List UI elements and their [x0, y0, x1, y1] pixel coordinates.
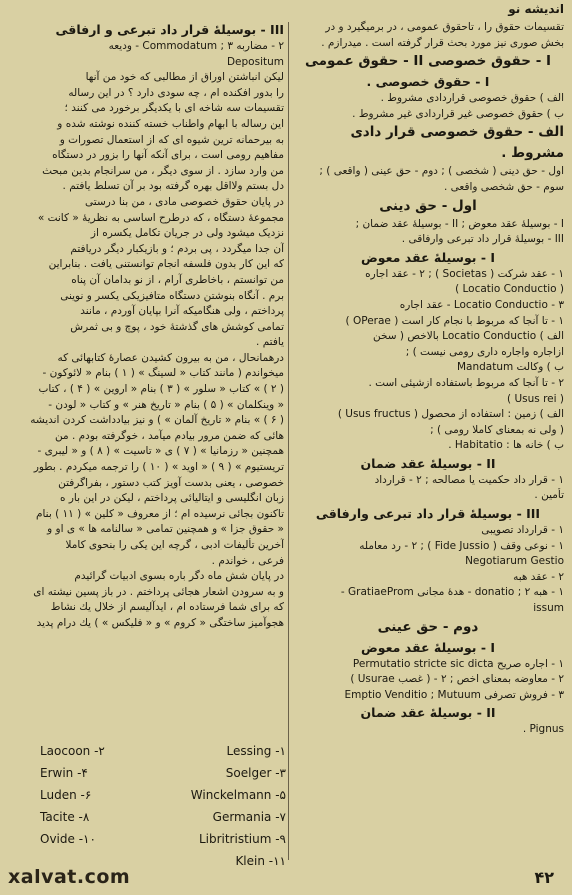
text-line: سوم - حق شخصی واقعی .: [443, 180, 564, 193]
text-line: Negotiarum Gestio: [465, 555, 564, 568]
text-line: Depositum: [226, 55, 284, 68]
text-line: ۲ - معاوضه بمعنای اخص ; ۲ - ( غصب Usurae ): [350, 673, 564, 686]
text-line: خصوصی ، یعنی بدست آویز کتب دستور ، بفراگرفتن: [58, 476, 284, 489]
text-line: ۱ - عقد شرکت ( Societas ) ; ۲ - عقد اجاره: [365, 267, 564, 280]
text-line: « وینکلمان » ( ۵ ) بنام « تاریخ هنر » و کتاب « لودن -: [48, 398, 284, 411]
section-heading: I - حقوق خصوصی II - حقوق عمومی: [304, 53, 552, 70]
text-line: به بیرحمانه ترین شیوه ای که از استعمال تصورات و: [59, 133, 284, 146]
footnote-entry: Erwin -۴: [40, 766, 88, 780]
text-line: I - بوسیلهٔ عقد معوض ; II - بوسیلهٔ عقد ضمان ;: [355, 217, 564, 230]
section-heading: I - بوسیلهٔ عقد معوض: [360, 249, 496, 265]
text-line: مفاهیم رومی است ، برای آنکه آنها را بزور در دستگاه: [52, 149, 284, 162]
text-line: نزدیک میشود ولی در جریان تکامل یکسره از: [90, 227, 284, 240]
text-line: دل بستم ولااقل بهره گرفته بود بر آن تسلط یافتم .: [62, 180, 284, 193]
footnote-entry: Lessing -۱: [226, 744, 286, 758]
footnote-row: [40, 806, 286, 828]
footnote-row: [40, 828, 286, 850]
footnote-entry: Winckelmann -۵: [190, 788, 286, 802]
text-line: ( Locatio Conductio ): [455, 283, 564, 296]
footnote-entry: Tacite -۸: [40, 810, 90, 824]
footnote-entry: Germania -۷: [212, 810, 286, 824]
text-line: ۲ - عقد هبه: [513, 570, 564, 583]
site-watermark: xalvat.com: [8, 866, 131, 888]
section-heading: الف - حقوق خصوصی قرار دادی: [350, 124, 564, 141]
footnote-entry: Soelger -۳: [225, 766, 286, 780]
text-line: Pignus .: [522, 723, 564, 736]
text-line: که برای شما فرستاده ام ، ایدآلیسم از خلال یك نشاط: [50, 601, 284, 614]
footnote-row: [40, 740, 286, 762]
text-line: در پایان شش ماه دگر باره بسوی ادبیات گرائیدم: [74, 570, 284, 583]
text-line: هائی که ضمن مرور بیادم میآمد ، خوگرفته بودم . من: [55, 429, 284, 442]
text-line: ازاجاره واجاره داری رومی نیست ) ;: [405, 345, 564, 358]
text-line: ۳ - فروش تصرفی Emptio Venditio ; Mutuum: [344, 688, 564, 701]
text-line: ۱ - نوعی وقف ( Fide Jussio ) ; ۲ - رد معامله: [359, 539, 564, 552]
text-line: پرداختم ، ولی هنگامیکه آنرا بپایان آوردم ، مانند: [80, 305, 284, 318]
footnote-entry: Klein -۱۱: [235, 854, 286, 868]
text-line: بخش صوری نیز مورد بحث قرار گرفته است . میدرازم .: [321, 36, 564, 49]
text-line: آن جدا میگردد ، پی بردم ؛ و بازیکبار دیگر دریافتم: [70, 242, 284, 255]
text-line: ب ) وکالت Mandatum: [456, 361, 564, 374]
text-line: الف ) حقوق خصوصی قراردادی مشروط .: [380, 92, 564, 105]
text-line: این رساله با ابهام واطناب خسته کننده نوشته شده و: [57, 117, 284, 130]
footnote-entry: Luden -۶: [40, 788, 92, 802]
footnote-row: [40, 784, 286, 806]
section-heading: III - بوسیلهٔ قرار داد تبرعی وارفاقی: [315, 506, 541, 522]
text-line: تقسیمات حقوق را ، تاحقوق عمومی ، در برمیگیرد و در: [325, 21, 564, 33]
left-column: [14, 20, 284, 632]
text-line: میخواندم ( مانند کتاب « لسینگ » ( ۱ ) بنام « لائوکون -: [42, 367, 284, 380]
text-line: اول - حق دینی ( شخصی ) ; دوم - حق عینی ( واقعی ) ;: [319, 165, 564, 178]
text-line: مجموعهٔ دستگاه ، که درطرح اساسی به نظریهٔ « کانت »: [37, 211, 284, 224]
text-line: ( Usus rei ): [507, 392, 564, 405]
section-heading: مشروط .: [501, 145, 564, 162]
text-line: برم . آنگاه بنوشتن دستگاه متافیزیکی یکسر و نوینی: [60, 289, 284, 302]
section-heading: II - بوسیلهٔ عقد ضمان: [360, 705, 496, 721]
text-line: III - بوسیلهٔ قرار داد تبرعی وارفاقی .: [401, 233, 564, 246]
column-divider: [288, 22, 289, 860]
text-line: ۱ - قرار داد حکمیت یا مصالحه ; ۲ - قرارداد: [374, 473, 564, 486]
text-line: الف ) زمین : استفاده از محصول ( Usus fructus ): [337, 408, 564, 421]
footnote-names: [40, 740, 286, 872]
text-line: هجوآمیز ساختگی « کروم » و « فلیکس » ) یك درام پدید: [36, 616, 284, 629]
section-heading: II - بوسیلهٔ عقد ضمان: [360, 455, 496, 471]
text-line: تأمین .: [534, 489, 564, 502]
text-line: و به سرودن اشعار هجائی پرداختم . در باز پسین نیشته ای: [33, 585, 284, 598]
text-line: آخرین تألیفات ادبی ، گرچه این یکی را بنحوی کاملا: [65, 539, 284, 551]
text-line: تمامی کوشش های گذشتهٔ خود ، پوچ و بی ثمرش: [70, 320, 284, 333]
text-line: تاکنون بجائی نرسیده ام ؛ از معروف « کلین » ( ۱۱ ) بنام: [35, 507, 284, 520]
text-line: issum: [533, 602, 564, 615]
page-header: [0, 0, 572, 18]
section-heading: اول - حق دینی: [379, 197, 477, 214]
text-line: من وارد سازد . از سوی دیگر ، من سرانجام بدین مبحث: [42, 164, 284, 177]
footnote-entry: Laocoon -۲: [40, 744, 105, 758]
right-column: [292, 20, 564, 738]
text-line: درهمانحال ، من به بیرون کشیدن عصارهٔ کتابهائی که: [57, 351, 284, 364]
text-line: ۲ - مضاربه Commodatum ; ۳ - ودیعه: [108, 40, 284, 52]
text-line: که این کار بدون فلسفه انجام توانستنی یافت . بنابراین: [48, 258, 284, 271]
text-line: ب ) حقوق خصوصی غیر قراردادی غیر مشروط .: [352, 107, 564, 120]
text-line: ۱ - هبه donatio ; ۲ - هدهٔ مجانی GratiaeProm -: [340, 586, 564, 599]
section-heading: I - حقوق خصوصی .: [366, 74, 490, 90]
text-line: تریستیوم » ( ۹ ) « اوید » ( ۱۰ ) را ترجمه میکردم . بطور: [33, 461, 284, 474]
text-line: ( ولی نه بمعنای کاملا رومی ) ;: [430, 423, 564, 436]
text-line: ۲ - تا آنجا که مربوط باستفاده ازشیئی است .: [368, 376, 564, 389]
text-line: ( ۶ ) » بنام « تاریخ آلمان » ) و نیز بیادداشت کردن اندیشه: [30, 414, 284, 427]
text-line: ب ) خانه ها : Habitatio .: [448, 439, 564, 452]
footnote-entry: Libritristium -۹: [198, 832, 286, 846]
page-number: ۴۲: [534, 868, 554, 887]
text-line: تقسیمات سه شاخه ای با یکدیگر برخورد می کنند ؛: [64, 102, 284, 115]
text-line: لیکن انباشتن اوراق از مطالبی که خود من آنها: [85, 71, 284, 84]
text-line: همچنین « رزمانیا » ( ۷ ) ی « تاسیت » ( ۸ ) و « لیبری -: [37, 445, 284, 458]
text-line: در پایان حقوق خصوصی مادی ، من بنا درستی: [85, 195, 284, 208]
footnote-row: [40, 762, 286, 784]
text-line: Locatio Conductio - ۳ - عقد اجاره: [399, 298, 564, 311]
text-line: ۱ - اجاره صریح Permutatio stricte sic dicta: [352, 657, 564, 670]
text-line: ( ۲ ) » کتاب « سلور » ( ۳ ) بنام « اروین » ( ۴ ) ، کتاب: [38, 383, 284, 396]
text-line: « حقوق جزا » و همچنین تمامی « سالنامه ها » ی او و: [47, 523, 284, 536]
text-line: ۱ - قرارداد تصویبی: [481, 524, 564, 537]
section-heading: I - بوسیلهٔ عقد معوض: [360, 639, 496, 655]
text-line: الف ) Locatio Conductio بالاخص ( سخن: [373, 330, 564, 343]
text-line: ۱ - تا آنجا که مربوط با نجام کار است ( OPerae ): [345, 314, 564, 327]
text-line: زبان انگلیسی و ایتالیائی پرداختم ، لیکن در این بار ه: [60, 492, 284, 505]
text-line: من توانستم ، باخاطری آرام ، از نو بدامان آن پناه: [71, 273, 284, 286]
text-line: فرعی ، خواندم .: [211, 554, 284, 567]
text-line: یافتم .: [256, 336, 284, 349]
section-heading: III - بوسیلهٔ قرار داد تبرعی و ارفاقی: [55, 22, 284, 37]
section-heading: دوم - حق عینی: [377, 618, 479, 635]
text-line: را بدور افکنده ام ، چه سودی دارد ؟ در این رساله: [68, 86, 284, 99]
journal-title: اندیشه نو: [508, 2, 564, 16]
footnote-entry: Ovide -۱۰: [40, 832, 96, 846]
